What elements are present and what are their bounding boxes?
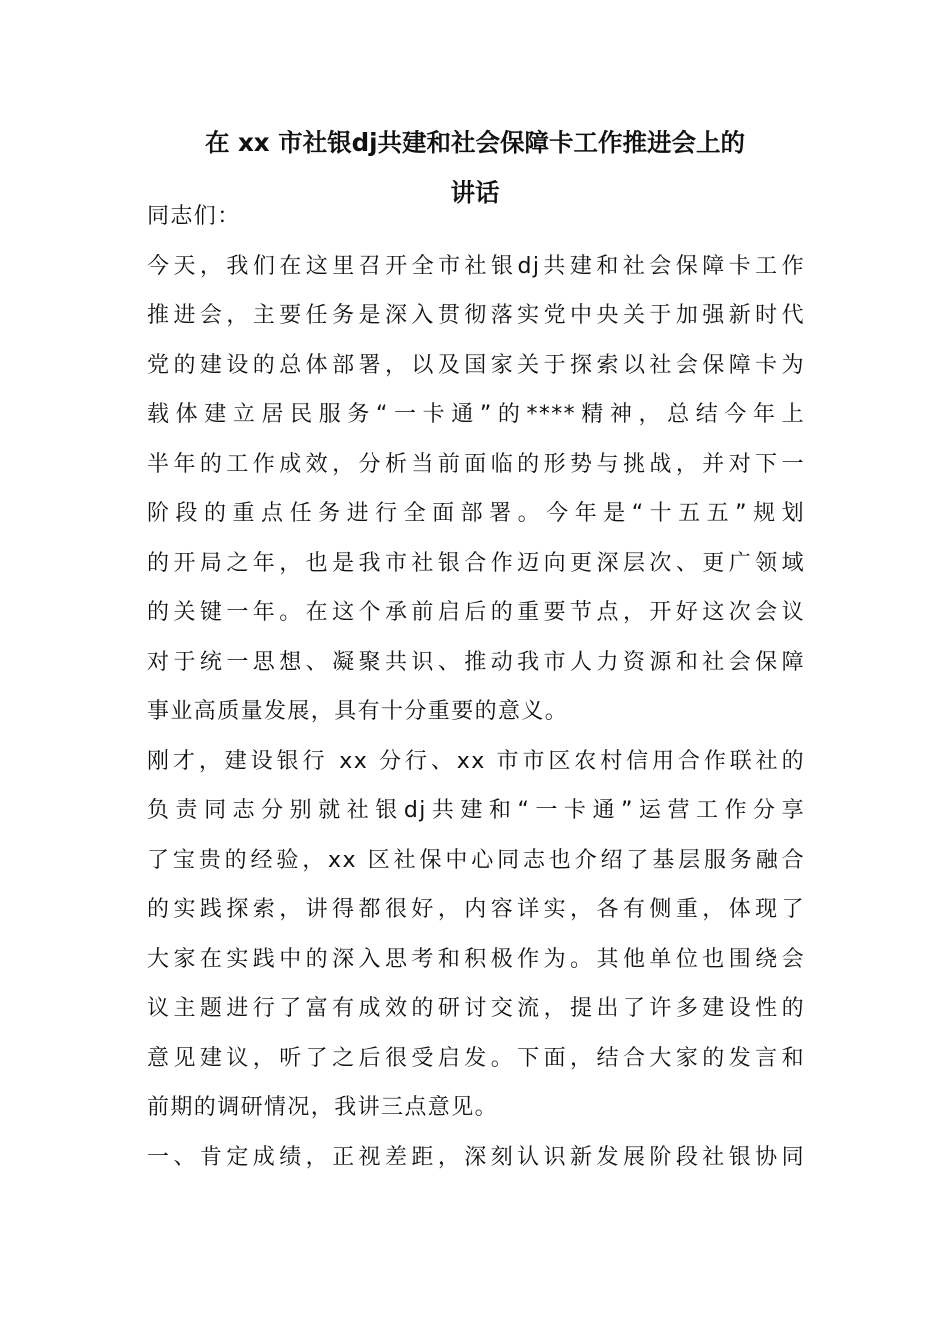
paragraph-line: 刚才，建设银行 xx 分行、xx 市市区农村信用合作联社的 xyxy=(147,748,805,774)
paragraph-line: 的开局之年，也是我市社银合作迈向更深层次、更广领域 xyxy=(147,550,805,576)
title-line: 在 xx 市社银dj共建和社会保障卡工作推进会上的 xyxy=(204,128,746,157)
paragraph-line: 负责同志分别就社银dj共建和“一卡通”运营工作分享 xyxy=(147,798,805,823)
paragraph-line: 推进会，主要任务是深入贯彻落实党中央关于加强新时代 xyxy=(147,303,805,328)
paragraph-line: 意见建议，听了之后很受启发。下面，结合大家的发言和 xyxy=(147,1045,805,1071)
paragraph-line: 的实践探索，讲得都很好，内容详实，各有侧重，体现了 xyxy=(147,897,805,922)
title-line: 讲话 xyxy=(450,178,500,207)
paragraph-line: 今天，我们在这里召开全市社银dj共建和社会保障卡工作 xyxy=(147,253,805,279)
paragraph-1 xyxy=(147,242,805,737)
paragraph-line: 对于统一思想、凝聚共识、推动我市人力资源和社会保障 xyxy=(147,649,805,675)
greeting: 同志们： xyxy=(147,204,241,229)
paragraph-line: 了宝贵的经验，xx 区社保中心同志也介绍了基层服务融合 xyxy=(147,847,805,873)
paragraph-line: 载体建立居民服务“一卡通”的****精神，总结今年上 xyxy=(147,402,805,427)
paragraph-line: 党的建设的总体部署，以及国家关于探索以社会保障卡为 xyxy=(147,352,805,378)
paragraph-line: 事业高质量发展，具有十分重要的意义。 xyxy=(147,699,569,724)
paragraph-line: 议主题进行了富有成效的研讨交流，提出了许多建设性的 xyxy=(147,996,805,1021)
paragraph-line: 一、肯定成绩，正视差距，深刻认识新发展阶段社银协同 xyxy=(147,1144,805,1170)
paragraph-line: 大家在实践中的深入思考和积极作为。其他单位也围绕会 xyxy=(147,946,805,972)
paragraph-line: 前期的调研情况，我讲三点意见。 xyxy=(147,1095,499,1120)
paragraph-line: 的关键一年。在这个承前启后的重要节点，开好这次会议 xyxy=(147,600,805,625)
section-heading-1 xyxy=(147,1133,805,1183)
document-body xyxy=(147,192,805,1182)
paragraph-2 xyxy=(147,737,805,1133)
paragraph-line: 半年的工作成效，分析当前面临的形势与挑战，并对下一 xyxy=(147,451,805,477)
paragraph-line: 阶段的重点任务进行全面部署。今年是“十五五”规划 xyxy=(147,501,805,526)
